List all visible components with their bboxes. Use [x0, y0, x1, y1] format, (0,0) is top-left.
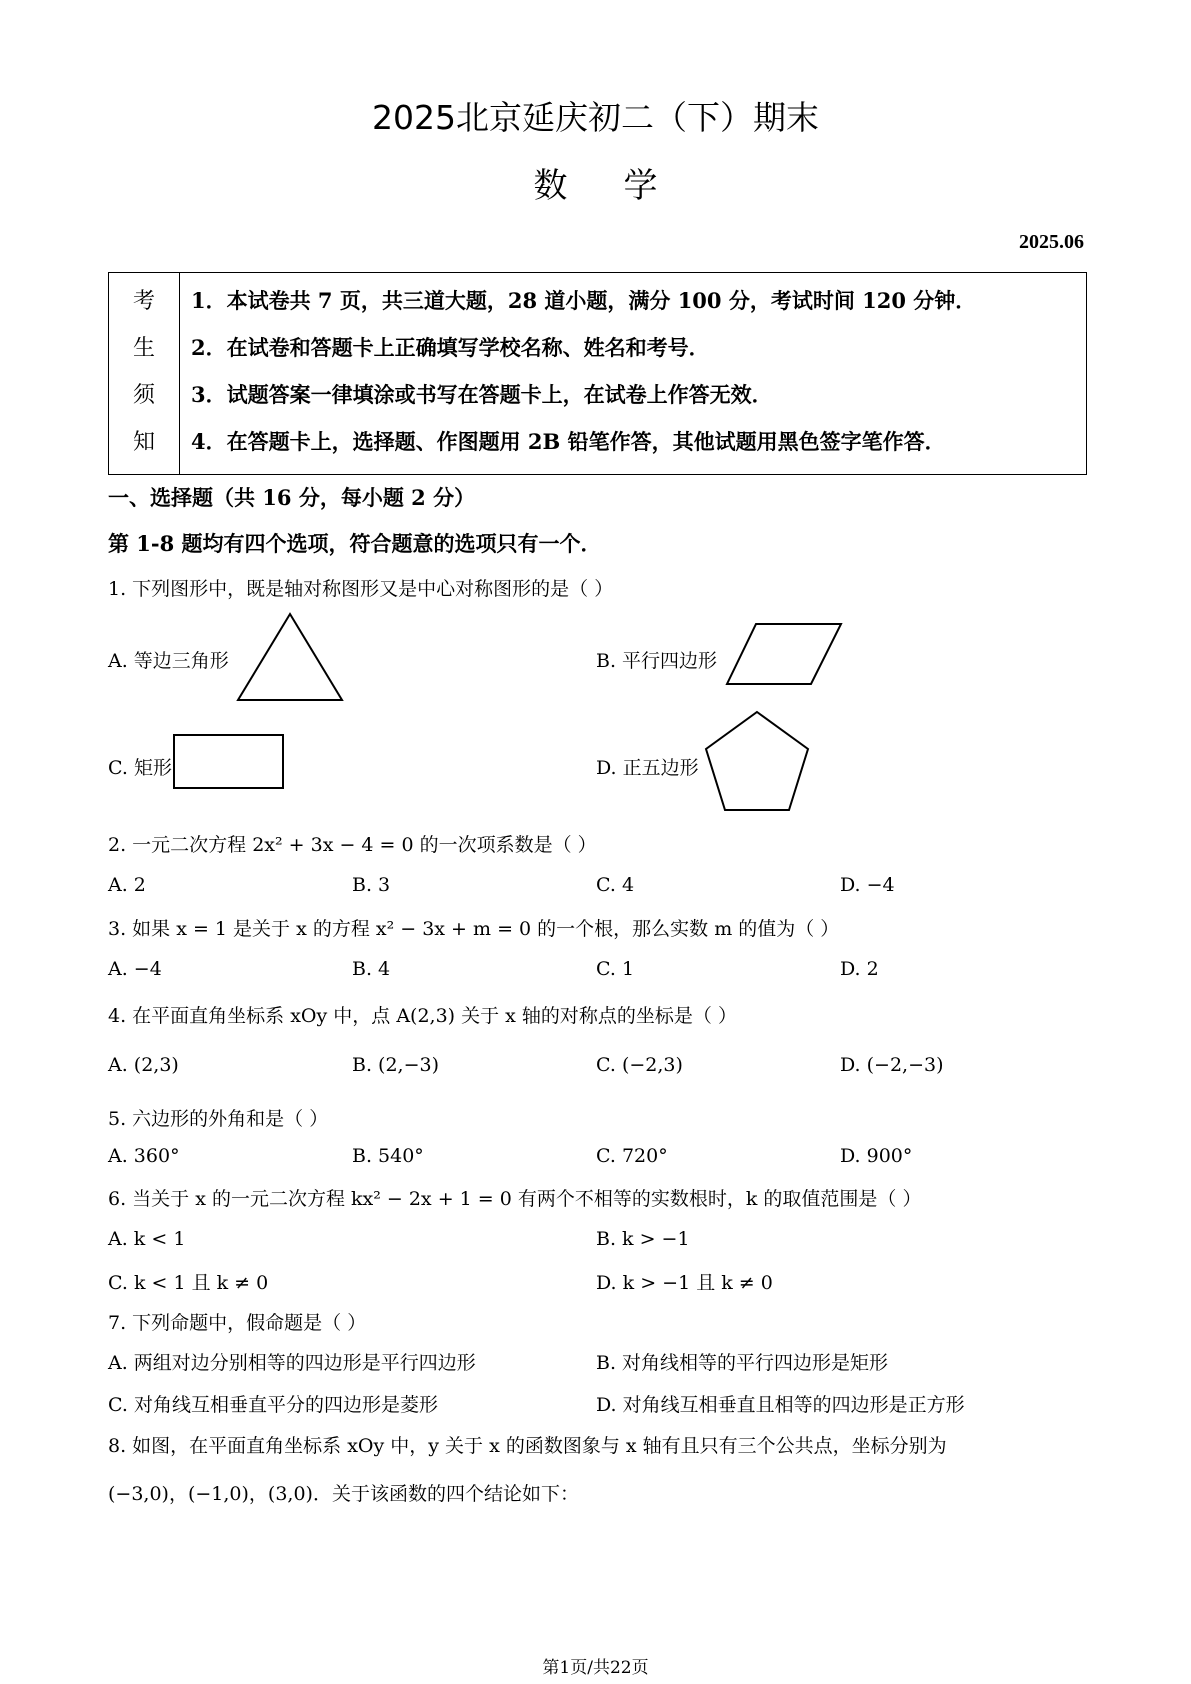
notice-label-column: [109, 273, 180, 474]
q2-option-c: C. 4: [596, 874, 635, 896]
q3-option-c: C. 1: [596, 958, 635, 980]
q2-option-b: B. 3: [352, 874, 391, 896]
pentagon-icon: [704, 710, 810, 812]
q3-option-b: B. 4: [352, 958, 391, 980]
question-3-stem: 3. 如果 x = 1 是关于 x 的方程 x² − 3x + m = 0 的一个根，那么实数 m 的值为（ ）: [108, 918, 840, 940]
triangle-icon: [236, 612, 346, 704]
question-1-stem: 1. 下列图形中，既是轴对称图形又是中心对称图形的是（ ）: [108, 578, 614, 600]
q5-option-b: B. 540°: [352, 1145, 424, 1167]
question-5-stem: 5. 六边形的外角和是（ ）: [108, 1108, 329, 1130]
parallelogram-icon: [726, 622, 844, 686]
notice-item: 1．本试卷共 7 页，共三道大题，28 道小题，满分 100 分，考试时间 120 分钟．: [191, 288, 977, 313]
q2-option-d: D. −4: [840, 874, 895, 896]
notice-label-char: 知: [132, 430, 155, 455]
notice-label-char: 考: [132, 289, 155, 314]
notice-item: 4．在答题卡上，选择题、作图题用 2B 铅笔作答，其他试题用黑色签字笔作答．: [191, 429, 946, 454]
section-instruction: 第 1-8 题均有四个选项，符合题意的选项只有一个．: [108, 531, 602, 556]
q3-option-d: D. 2: [840, 958, 879, 980]
q6-option-b: B. k > −1: [596, 1228, 690, 1250]
notice-label-char: 须: [132, 383, 155, 408]
notice-box: [108, 272, 1087, 475]
exam-title: 2025北京延庆初二（下）期末: [372, 98, 819, 137]
question-8-stem: 8. 如图，在平面直角坐标系 xOy 中，y 关于 x 的函数图象与 x 轴有且只有三个公共点，坐标分别为: [108, 1435, 947, 1457]
q7-option-a: A. 两组对边分别相等的四边形是平行四边形: [108, 1352, 476, 1374]
notice-label-char: 生: [132, 336, 155, 361]
question-4-stem: 4. 在平面直角坐标系 xOy 中，点 A(2,3) 关于 x 轴的对称点的坐标是（ ）: [108, 1005, 737, 1027]
q6-option-c: C. k < 1 且 k ≠ 0: [108, 1272, 269, 1294]
q5-option-d: D. 900°: [840, 1145, 913, 1167]
q5-option-c: C. 720°: [596, 1145, 668, 1167]
notice-item: 2．在试卷和答题卡上正确填写学校名称、姓名和考号．: [191, 335, 710, 360]
q5-option-a: A. 360°: [108, 1145, 180, 1167]
notice-item: 3．试题答案一律填涂或书写在答题卡上，在试卷上作答无效．: [191, 382, 773, 407]
question-6-stem: 6. 当关于 x 的一元二次方程 kx² − 2x + 1 = 0 有两个不相等的实数根时，k 的取值范围是（ ）: [108, 1188, 922, 1210]
q3-option-a: A. −4: [108, 958, 162, 980]
q7-option-c: C. 对角线互相垂直平分的四边形是菱形: [108, 1394, 438, 1416]
q4-option-b: B. (2,−3): [352, 1054, 440, 1076]
q2-option-a: A. 2: [108, 874, 146, 896]
q6-option-a: A. k < 1: [108, 1228, 186, 1250]
q1-option-d: D. 正五边形: [596, 757, 699, 779]
rectangle-icon: [173, 734, 285, 790]
question-2-stem: 2. 一元二次方程 2x² + 3x − 4 = 0 的一次项系数是（ ）: [108, 834, 597, 856]
q6-option-d: D. k > −1 且 k ≠ 0: [596, 1272, 773, 1294]
q1-option-a: A. 等边三角形: [108, 650, 229, 672]
q7-option-b: B. 对角线相等的平行四边形是矩形: [596, 1352, 889, 1374]
q7-option-d: D. 对角线互相垂直且相等的四边形是正方形: [596, 1394, 965, 1416]
q1-option-c: C. 矩形: [108, 757, 172, 779]
q1-option-b: B. 平行四边形: [596, 650, 718, 672]
subject-title: 数学: [533, 166, 714, 206]
q4-option-c: C. (−2,3): [596, 1054, 683, 1076]
q4-option-d: D. (−2,−3): [840, 1054, 944, 1076]
section-heading: 一、选择题（共 16 分，每小题 2 分）: [108, 485, 476, 510]
question-7-stem: 7. 下列命题中，假命题是（ ）: [108, 1312, 367, 1334]
exam-date: 2025.06: [1019, 231, 1084, 253]
page-footer: 第1页/共22页: [542, 1658, 649, 1678]
question-8-stem-continued: (−3,0)，(−1,0)，(3,0)．关于该函数的四个结论如下：: [108, 1483, 579, 1505]
q4-option-a: A. (2,3): [108, 1054, 179, 1076]
